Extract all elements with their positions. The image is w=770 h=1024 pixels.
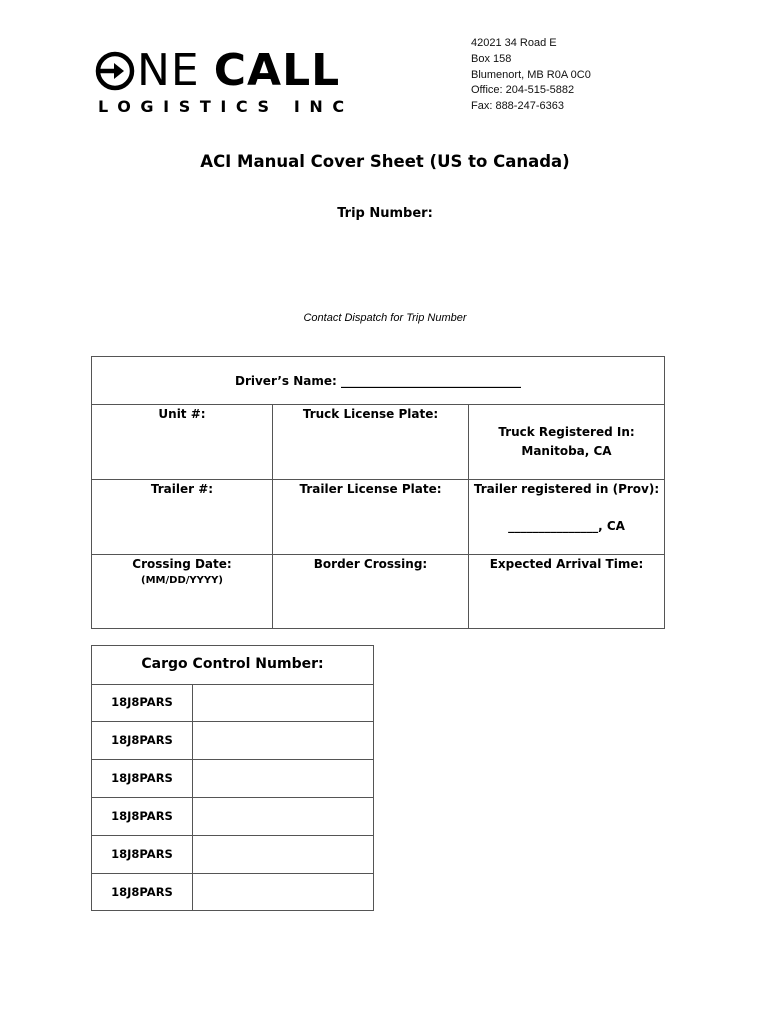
cargo-prefix: 18J8PARS bbox=[111, 771, 173, 785]
trailer-registered-province-field[interactable]: _______________, CA bbox=[508, 519, 625, 533]
company-address bbox=[471, 36, 591, 115]
cargo-prefix: 18J8PARS bbox=[111, 885, 173, 899]
cargo-control-title: Cargo Control Number: bbox=[141, 656, 324, 672]
row-divider bbox=[92, 479, 664, 480]
row-divider bbox=[92, 554, 664, 555]
cargo-prefix: 18J8PARS bbox=[111, 733, 173, 747]
logo-subtitle: LOGISTICS INC bbox=[98, 97, 354, 116]
cargo-control-table bbox=[91, 645, 374, 911]
trailer-number-field[interactable]: Trailer #: bbox=[150, 482, 214, 496]
cargo-row bbox=[92, 722, 373, 760]
cargo-prefix: 18J8PARS bbox=[111, 809, 173, 823]
column-divider bbox=[272, 404, 273, 629]
cargo-row bbox=[92, 760, 373, 798]
trailer-registered-label: Trailer registered in (Prov): bbox=[473, 482, 660, 496]
logo-wordmark bbox=[95, 45, 341, 96]
crossing-date-field[interactable]: Crossing Date: bbox=[132, 557, 232, 571]
driver-name-row bbox=[92, 357, 664, 405]
logo-word-call: CALL bbox=[213, 45, 341, 96]
trailer-license-plate-field[interactable]: Trailer License Plate: bbox=[299, 482, 442, 496]
trip-details-table bbox=[91, 356, 665, 629]
cargo-row bbox=[92, 798, 373, 836]
border-crossing-field[interactable]: Border Crossing: bbox=[313, 557, 428, 571]
cargo-row bbox=[92, 836, 373, 874]
address-line: 42021 34 Road E bbox=[471, 37, 557, 49]
crossing-date-format: (MM/DD/YYYY) bbox=[141, 575, 223, 586]
cargo-prefix: 18J8PARS bbox=[111, 847, 173, 861]
company-logo bbox=[95, 45, 385, 118]
logo-word-one: NE bbox=[137, 45, 200, 96]
arrow-circle-icon bbox=[95, 51, 135, 91]
cargo-prefix: 18J8PARS bbox=[111, 695, 173, 709]
address-line: Box 158 bbox=[471, 52, 512, 65]
fax-number: Fax: 888-247-6363 bbox=[471, 100, 564, 113]
expected-arrival-time-field[interactable]: Expected Arrival Time: bbox=[489, 557, 644, 571]
driver-name-field[interactable]: Driver’s Name: ______________________________ bbox=[234, 374, 521, 388]
trip-number-label: Trip Number: bbox=[337, 206, 433, 221]
office-phone: Office: 204-515-5882 bbox=[471, 84, 575, 97]
contact-dispatch-note: Contact Dispatch for Trip Number bbox=[303, 312, 467, 324]
truck-registered-value: Manitoba, CA bbox=[521, 444, 612, 458]
truck-registered-label: Truck Registered In: bbox=[498, 425, 635, 439]
cargo-row bbox=[92, 874, 373, 910]
cargo-row bbox=[92, 684, 373, 722]
document-title: ACI Manual Cover Sheet (US to Canada) bbox=[200, 152, 570, 171]
unit-number-field[interactable]: Unit #: bbox=[158, 407, 206, 421]
cargo-control-header bbox=[92, 646, 373, 685]
truck-license-plate-field[interactable]: Truck License Plate: bbox=[302, 407, 439, 421]
address-line: Blumenort, MB R0A 0C0 bbox=[471, 68, 591, 81]
